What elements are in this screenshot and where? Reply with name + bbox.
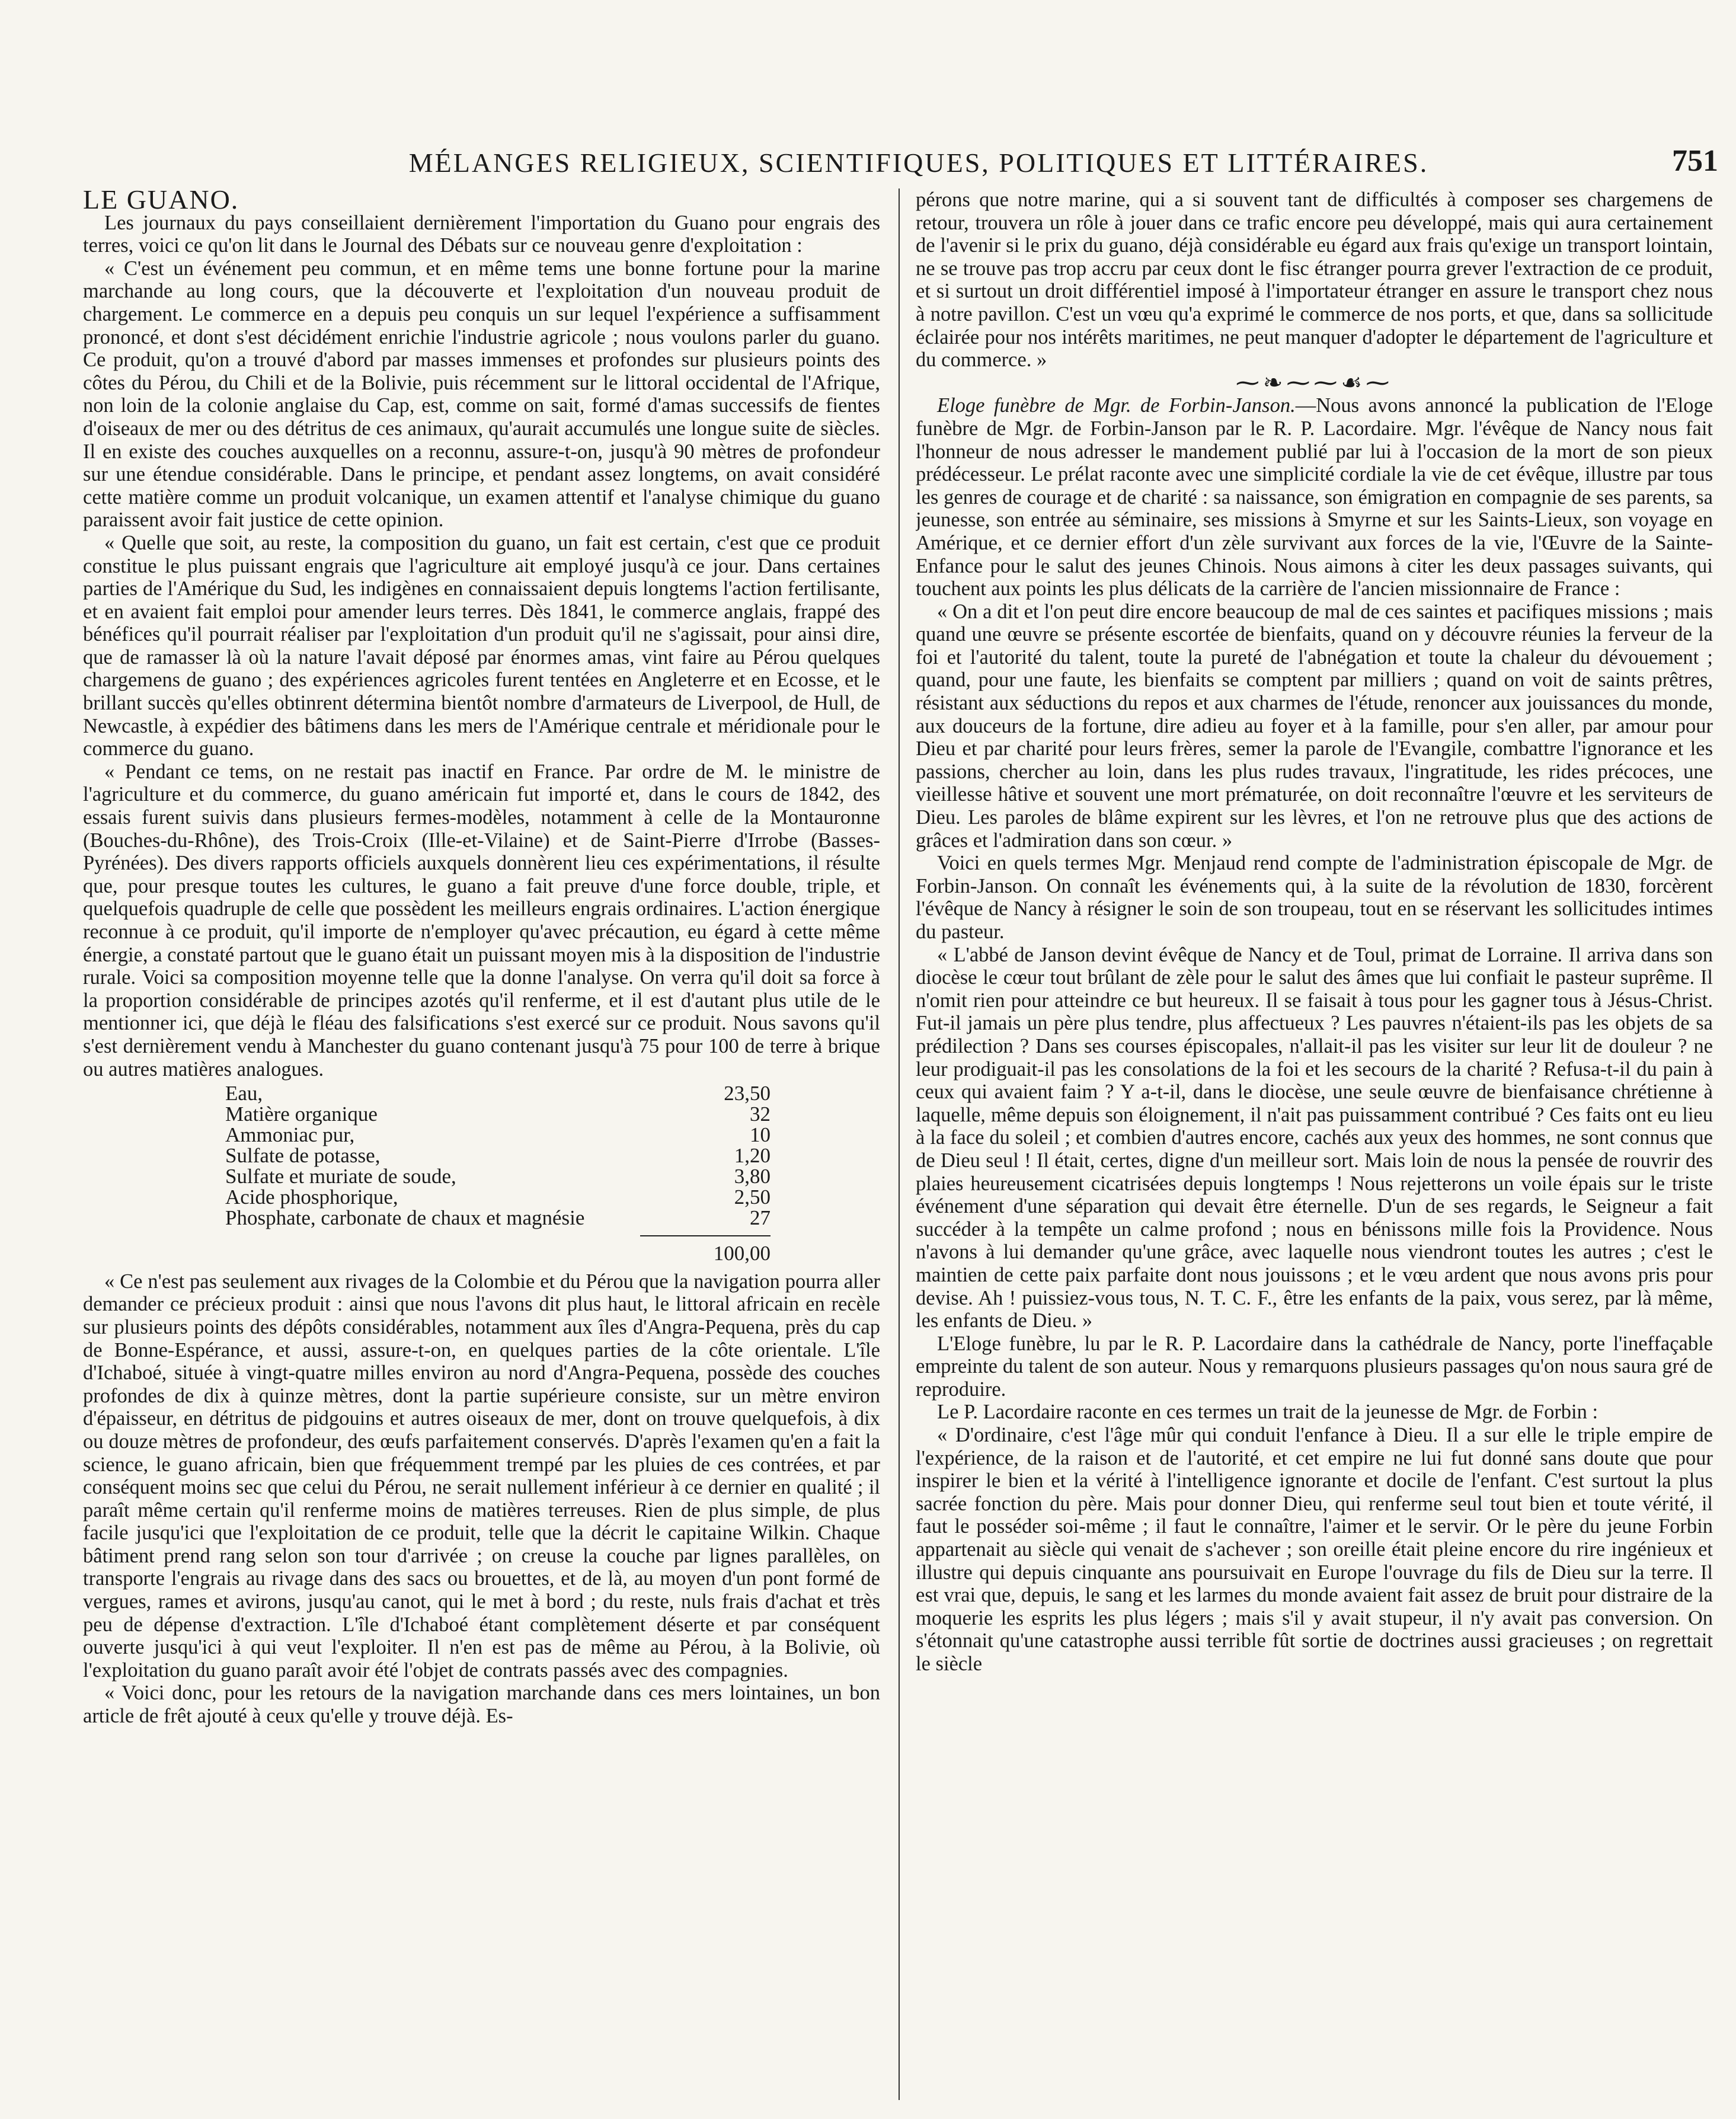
paragraph: pérons que notre marine, qui a si souvent tant de difficultés à composer ses chargemens de retour, trouvera un rôle à jouer dans ce trafic encore peu développé, mais qui aura certainement de l'avenir si le prix du guano, déjà considérable eu égard aux frais qu'exige un transport lointain, ne se trouve pas trop accru par ceux dont le fisc étranger pourra grever l'extraction de ce produit, et si surtout un droit différentiel imposé à l'importateur étranger en assure le transport chez nous à notre pavillon. C'est un vœu qu'a exprimé le commerce de nos ports, et que, dans sa sollicitude éclairée pour nos intérêts maritimes, ne peut manquer d'adopter le département de l'agriculture et du commerce. » — [916, 188, 1713, 372]
section-title: LE GUANO. — [83, 188, 239, 215]
analysis-value: 10 — [750, 1123, 771, 1147]
analysis-label: Sulfate de potasse, — [225, 1144, 381, 1168]
article-intro — [916, 394, 1713, 600]
guano-analysis-table — [225, 1083, 771, 1265]
analysis-row — [225, 1166, 771, 1187]
analysis-row — [225, 1083, 771, 1104]
paragraph: « L'abbé de Janson devint évêque de Nancy et de Toul, primat de Lorraine. Il arriva dans son diocèse le cœur tout brûlant de zèle pour le salut des âmes que lui confiait le pasteur suprême. Il n'omit rien pour atteindre ce but heureux. Il se faisait à tous pour les gagner tous à Jésus-Christ. Fut-il jamais un père plus tendre, plus affectueux ? Les pauvres n'étaient-ils pas les objets de sa prédilection ? Dans ses courses épiscopales, n'allait-il pas les visiter sur leur lit de douleur ? ne leur prodiguait-il pas les consolations de la foi et les secours de la charité ? Refusa-t-il du pain à ceux qui avaient faim ? Y a-t-il, dans le diocèse, une seule œuvre de bienfaisance chrétienne à laquelle, même depuis son éloignement, il n'ait pas puissamment contribué ? Ces faits ont eu lieu à la face du soleil ; et combien d'autres encore, cachés aux yeux des hommes, ne sont connus que de Dieu seul ! Il était, certes, digne d'un meilleur sort. Mais loin de nous la pensée de rouvrir des plaies heureusement cicatrisées depuis longtemps ! Nous rejetterons un voile épais sur le triste événement d'une séparation qui devait être éternelle. D'un de ses regards, le Seigneur a fait succéder à la tempête un calme profond ; nous en bénissons mille fois la Providence. Nous n'avons à lui demander qu'une grâce, avec laquelle nous viendront toutes les autres ; c'est le maintien de cette paix parfaite dont nous jouissons ; et le vœu ardent que nous avons pris pour devise. Ah ! puissiez-vous tous, N. T. C. F., être les enfants de la paix, vous serez, par là même, les enfants de Dieu. » — [916, 943, 1713, 1332]
analysis-label: Ammoniac pur, — [225, 1123, 355, 1147]
analysis-value: 3,80 — [734, 1165, 771, 1188]
left-column — [83, 188, 880, 2095]
article-intro-text: —Nous avons annoncé la publication de l'Eloge funèbre de Mgr. de Forbin-Janson par le R. P. Lacordaire. Mgr. l'évêque de Nancy nous fait l'honneur de nous adresser le mandement publié par lui à l'occasion de la mort de son pieux prédécesseur. Le prélat raconte avec une simplicité cordiale la vie de cet évêque, illustre par tous les genres de courage et de charité : sa naissance, son émigration en compagnie de ses parents, sa jeunesse, son entrée au séminaire, ses missions à Smyrne et sur les Saints-Lieux, son voyage en Amérique, et ce dernier effort d'un zèle survivant aux forces de la vie, l'Œuvre de la Sainte-Enfance pour le salut des jeunes Chinois. Nous aimons à citer les deux passages suivants, qui touchent aux points les plus délicats de la carrière de l'ancien missionnaire de France : — [916, 394, 1713, 600]
paragraph: « Ce n'est pas seulement aux rivages de la Colombie et du Pérou que la navigation pourra aller demander ce précieux produit : ainsi que nous l'avons dit plus haut, le littoral africain en recèle sur plusieurs points des dépôts considérables, notamment aux îles d'Angra-Pequena, près du cap de Bonne-Espérance, et aussi, assure-t-on, en quelques parties de la côte orientale. L'île d'Ichaboé, située à vingt-quatre milles environ au nord d'Angra-Pequena, possède des couches profondes de dix à quinze mètres, dont la partie supérieure consiste, sur un mètre environ d'épaisseur, en détritus de pidgouins et autres oiseaux de mer, dont on trouve quelquefois, à dix ou douze mètres de profondeur, des œufs parfaitement conservés. D'après l'examen qu'en a fait la science, le guano africain, bien que fréquemment trempé par les pluies de ces contrées, et par conséquent moins sec que celui du Pérou, ne serait nullement inférieur à ce dernier en qualité ; il paraît même certain qu'il renferme moins de matières terreuses. Rien de plus simple, de plus facile jusqu'ici que l'exploitation de ce produit, telle que la décrit le capitaine Wilkin. Chaque bâtiment prend rang selon son tour d'arrivée ; on creuse la couche par lignes parallèles, on transporte l'engrais au rivage dans des sacs ou brouettes, et de là, au moyen d'un pont formé de vergues, rames et avirons, jusqu'au canot, qui le met à bord ; du reste, nuls frais d'achat et très peu de dépense d'extraction. L'île d'Ichaboé étant complètement déserte et par conséquent ouverte jusqu'ici à qui veut l'exploiter. Il n'en est pas de même au Pérou, à la Bolivie, où l'exploitation du guano paraît avoir été l'objet de contrats passés avec des compagnies. — [83, 1270, 880, 1682]
analysis-value: 27 — [750, 1206, 771, 1230]
paragraph: « On a dit et l'on peut dire encore beaucoup de mal de ces saintes et pacifiques missions ; mais quand une œuvre se présente escortée de bienfaits, quand on y découvre réunies la ferveur de la foi et l'autorité du talent, toute la pureté de l'abnégation et toute la chaleur du dévouement ; quand, pour une faute, les bienfaits se comptent par milliers ; quand on voit de saints prêtres, résistant aux séductions du repos et aux charmes de l'étude, renoncer aux jouissances du monde, aux douceurs de la fortune, dire adieu au foyer et à la famille, pour s'en aller, par amour pour Dieu et par charité pour leurs frères, semer la parole de l'Evangile, combattre l'ignorance et les passions, chercher au loin, dans les plus rudes travaux, l'ingratitude, les rides précoces, une vieillesse hâtive et souvent une mort prématurée, on doit reconnaître l'œuvre et les serviteurs de Dieu. Les paroles de blâme expirent sur les lèvres, et l'on ne retrouve plus que des actions de grâces et l'admiration dans son cœur. » — [916, 600, 1713, 852]
analysis-row — [225, 1187, 771, 1207]
analysis-total: 100,00 — [640, 1235, 771, 1265]
page-number: 751 — [1672, 144, 1718, 178]
article-title: Eloge funèbre de Mgr. de Forbin-Janson. — [937, 394, 1296, 417]
paragraph: « Voici donc, pour les retours de la navigation marchande dans ces mers lointaines, un bon article de frêt ajouté à ceux qu'elle y trouve déjà. Es- — [83, 1682, 880, 1728]
analysis-label: Phosphate, carbonate de chaux et magnésie — [225, 1206, 585, 1230]
paragraph: « C'est un événement peu commun, et en même tems une bonne fortune pour la marine marchande au long cours, que la découverte et l'exploitation d'un nouveau produit de chargement. Le commerce en a depuis peu conquis un sur lequel l'expérience a suffisamment prononcé, et dont s'est décidément enrichie l'industrie agricole ; nous voulons parler du guano. Ce produit, qu'on a trouvé d'abord par masses immenses et profondes sur plusieurs points des côtes du Pérou, du Chili et de la Bolivie, puis récemment sur le littoral occidental de l'Afrique, non loin de la colonie anglaise du Cap, est, comme on sait, formé d'amas successifs de fientes d'oiseaux de mer ou des détritus de ces animaux, qu'aurait accumulés une longue suite de siècles. Il en existe des couches auxquelles on a reconnu, assure-t-on, jusqu'à 90 mètres de profondeur sur une étendue considérable. Dans le principe, et pendant assez longtems, on avait considéré cette matière comme un produit volcanique, un examen attentif et l'analyse chimique du guano paraissent avoir fait justice de cette opinion. — [83, 257, 880, 532]
analysis-label: Sulfate et muriate de soude, — [225, 1165, 456, 1188]
paragraph: « Quelle que soit, au reste, la composition du guano, un fait est certain, c'est que ce produit constitue le plus puissant engrais que l'agriculture ait employé jusqu'à ce jour. Dans certaines parties de l'Amérique du Sud, les indigènes en connaissaient depuis longtems l'action fertilisante, et en avaient fait emploi pour amender leurs terres. Dès 1841, le commerce anglais, frappé des bénéfices qu'il pourrait réaliser par l'exploitation d'un produit qu'il ne s'agissait, pour ainsi dire, que de ramasser là où la nature l'avait déposé par énormes amas, vint faire au Pérou quelques chargemens de guano ; des expériences agricoles furent tentées en Angleterre et en Ecosse, et le brillant succès qu'elles obtinrent détermina bientôt nombre d'armateurs de Liverpool, de Hull, de Newcastle, à expédier des bâtimens dans les mers de l'Amérique centrale et méridionale pour le commerce du guano. — [83, 531, 880, 760]
analysis-label: Eau, — [225, 1082, 263, 1105]
analysis-row — [225, 1207, 771, 1228]
analysis-value: 23,50 — [724, 1082, 771, 1105]
ornament-divider — [916, 369, 1713, 396]
column-rule — [899, 188, 900, 2100]
paragraph: Les journaux du pays conseillaient dernièrement l'importation du Guano pour engrais des terres, voici ce qu'on lit dans le Journal des Débats sur ce nouveau genre d'exploitation : — [83, 211, 880, 257]
running-title: MÉLANGES RELIGIEUX, SCIENTIFIQUES, POLITIQUES ET LITTÉRAIRES. — [408, 148, 1429, 178]
analysis-value: 1,20 — [734, 1144, 771, 1168]
analysis-label: Acide phosphorique, — [225, 1185, 398, 1209]
paragraph: « Pendant ce tems, on ne restait pas inactif en France. Par ordre de M. le ministre de l'agriculture et du commerce, du guano américain fut importé et, dans le cours de 1842, des essais furent suivis dans plusieurs fermes-modèles, notamment à celle de la Montauronne (Bouches-du-Rhône), des Trois-Croix (Ille-et-Vilaine) et de Saint-Pierre d'Irrobe (Basses-Pyrénées). Des divers rapports officiels auxquels donnèrent lieu ces expérimentations, il résulte que, pour presque toutes les cultures, le guano a fait preuve d'une force double, triple, et quelquefois quadruple de celle que possèdent les meilleurs engrais ordinaires. L'action énergique reconnue à ce produit, qu'il importe de n'employer qu'avec précaution, eu égard à cette même énergie, a constaté partout que le guano était un puissant moyen mis à la disposition de l'industrie rurale. Voici sa composition moyenne telle que la donne l'analyse. On verra qu'il doit sa force à la proportion considérable de principes azotés qu'il renferme, et il est d'autant plus utile de le mentionner ici, que déjà le fléau des falsifications s'est exercé sur ce produit. Nous savons qu'il s'est dernièrement vendu à Manchester du guano contenant jusqu'à 75 pour 100 de terre à brique ou autres matières analogues. — [83, 760, 880, 1081]
analysis-value: 2,50 — [734, 1185, 771, 1209]
analysis-row — [225, 1104, 771, 1124]
analysis-label: Matière organique — [225, 1102, 378, 1126]
paragraph: L'Eloge funèbre, lu par le R. P. Lacordaire dans la cathédrale de Nancy, porte l'ineffaçable empreinte du talent de son auteur. Nous y remarquons plusieurs passages qu'on nous saura gré de reproduire. — [916, 1332, 1713, 1401]
paragraph: Voici en quels termes Mgr. Menjaud rend compte de l'administration épiscopale de Mgr. de Forbin-Janson. On connaît les événements qui, à la suite de la révolution de 1830, forcèrent l'évêque de Nancy à résigner le soin de son troupeau, tout en se réservant les sollicitudes intimes du pasteur. — [916, 852, 1713, 943]
paragraph: Le P. Lacordaire raconte en ces termes un trait de la jeunesse de Mgr. de Forbin : — [937, 1401, 1598, 1424]
analysis-row — [225, 1145, 771, 1166]
paragraph: « D'ordinaire, c'est l'âge mûr qui conduit l'enfance à Dieu. Il a sur elle le triple empire de l'expérience, de la raison et de l'autorité, et cet empire ne lui fut donné sans doute que pour inspirer le bien et la vérité à l'intelligence ignorante et docile de l'enfant. C'est surtout la plus sacrée fonction du père. Mais pour donner Dieu, qui renferme seul tout bien et toute vérité, il faut le posséder soi-même ; il faut le connaître, l'aimer et le servir. Or le père du jeune Forbin appartenait au siècle qui venait de s'achever ; son oreille était pleine encore du rire ingénieux et illustre qui depuis cinquante ans poursuivait en Europe l'ouvrage du fils de Dieu sur la terre. Il est vrai que, depuis, le sang et les larmes du monde avaient fait assez de bruit pour distraire de la moquerie les esprits les plus légers ; mais s'il y avait stupeur, il n'y avait pas conversion. On s'étonnait qu'une catastrophe aussi terrible fût sortie de doctrines aussi gracieuses ; on regrettait le siècle — [916, 1424, 1713, 1675]
analysis-value: 32 — [750, 1102, 771, 1126]
analysis-row — [225, 1124, 771, 1145]
ornament-glyphs: ⁓❧⁓⁓☙⁓ — [1235, 369, 1393, 396]
right-column — [916, 188, 1713, 2095]
